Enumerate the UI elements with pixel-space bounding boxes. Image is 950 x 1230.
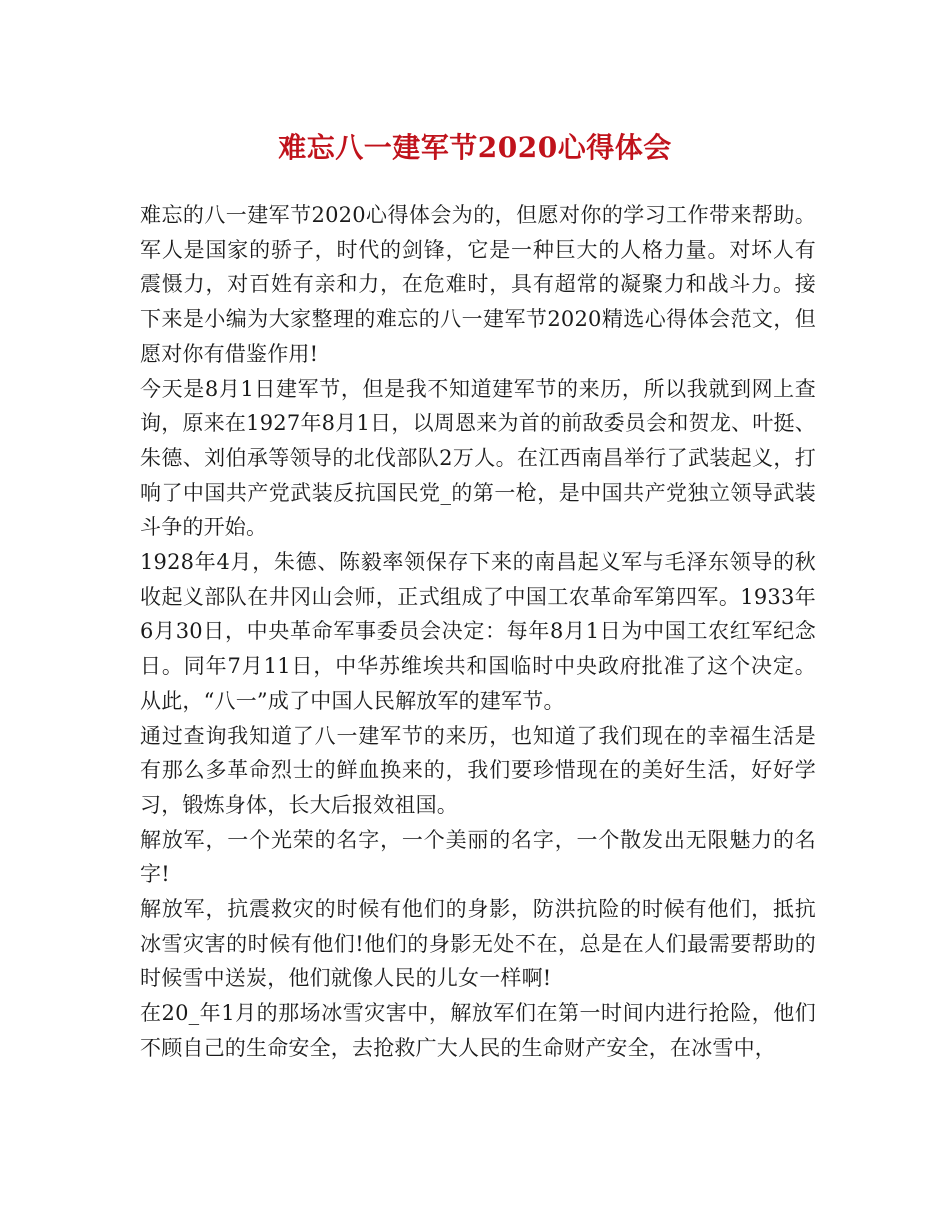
paragraph-pla-relief: 解放军，抗震救灾的时候有他们的身影，防洪抗险的时候有他们，抵抗冰雪灾害的时候有他们!他们的身影无处不在，总是在人们最需要帮助的时候雪中送炭，他们就像人民的儿女一样啊! xyxy=(140,897,816,991)
paragraph-red-army-day: 1928年4月，朱德、陈毅率领保存下来的南昌起义军与毛泽东领导的秋收起义部队在井冈山会师，正式组成了中国工农革命军第四军。1933年6月30日，中央革命军事委员会决定：每年8月1日为中国工农红军纪念日。同年7月11日，中华苏维埃共和国临时中央政府批准了这个决定。从此，“八一”成了中国人民解放军的建军节。 xyxy=(140,550,816,713)
paragraph-pla-name: 解放军，一个光荣的名字，一个美丽的名字，一个散发出无限魅力的名字! xyxy=(140,827,816,887)
document-title: 难忘八一建军节2020心得体会 xyxy=(278,131,672,164)
paragraph-intro: 难忘的八一建军节2020心得体会为的，但愿对你的学习工作带来帮助。军人是国家的骄子，时代的剑锋，它是一种巨大的人格力量。对坏人有震慑力，对百姓有亲和力，在危难时，具有超常的凝聚力和战斗力。接下来是小编为大家整理的难忘的八一建军节2020精选心得体会范文，但愿对你有借鉴作用! xyxy=(140,203,816,366)
document-body xyxy=(140,198,816,1066)
paragraph-snow-disaster: 在20_年1月的那场冰雪灾害中，解放军们在第一时间内进行抢险，他们不顾自己的生命安全，去抢救广大人民的生命财产安全，在冰雪中， xyxy=(140,1001,816,1060)
paragraph-reflection: 通过查询我知道了八一建军节的来历，也知道了我们现在的幸福生活是有那么多革命烈士的鲜血换来的，我们要珍惜现在的美好生活，好好学习，锻炼身体，长大后报效祖国。 xyxy=(140,723,816,817)
paragraph-history: 今天是8月1日建军节，但是我不知道建军节的来历，所以我就到网上查询，原来在1927年8月1日，以周恩来为首的前敌委员会和贺龙、叶挺、朱德、刘伯承等领导的北伐部队2万人。在江西南昌举行了武装起义，打响了中国共产党武装反抗国民党_的第一枪，是中国共产党独立领导武装斗争的开始。 xyxy=(140,376,816,540)
